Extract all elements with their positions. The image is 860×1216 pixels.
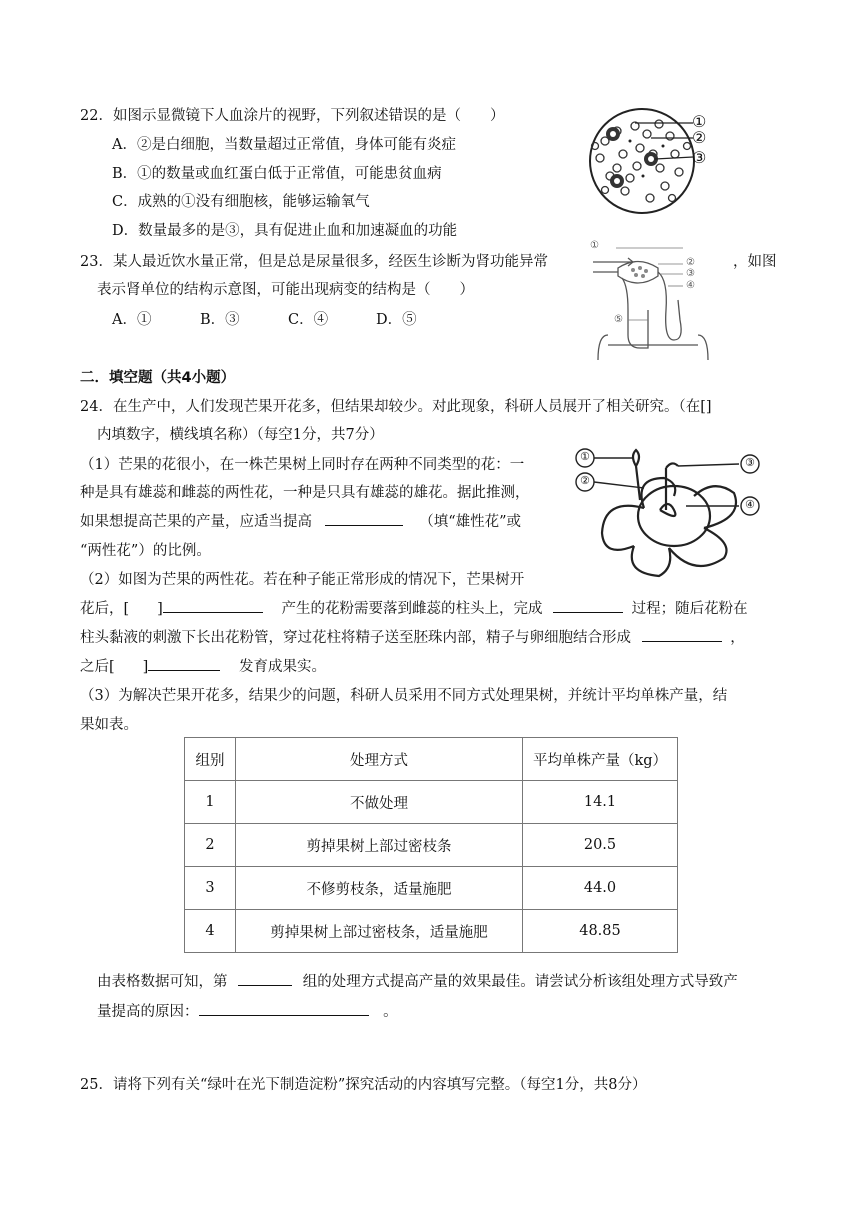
- q24-after-line1-text: 由表格数据可知，第: [97, 974, 228, 990]
- table-row: [185, 867, 678, 910]
- bracket-open: 花后，[: [80, 601, 130, 617]
- q23-option-a: A．①: [112, 312, 152, 328]
- mango-flower-figure: [574, 438, 774, 580]
- answer-blank[interactable]: [163, 598, 263, 613]
- table-cell: 剪掉果树上部过密枝条，适量施肥: [236, 910, 523, 953]
- q24-p1-line1: （1）芒果的花很小，在一株芒果树上同时存在两种不同类型的花：一: [80, 457, 525, 473]
- q24-p2-line2-tail: 过程；随后花粉在: [631, 601, 748, 617]
- q24-p2-line3-tail: ，: [730, 630, 745, 646]
- table-cell: 14.1: [523, 781, 678, 824]
- q22-stem: 22．如图示显微镜下人血涂片的视野，下列叙述错误的是（ ）: [80, 108, 505, 124]
- q24-stem-line2: 内填数字，横线填名称）（每空1分，共7分）: [97, 427, 384, 443]
- nephron-label-4: ④: [686, 280, 695, 291]
- q23-stem-part3: 表示肾单位的结构示意图，可能出现病变的结构是（ ）: [97, 282, 474, 298]
- q24-after-line1-tail: 组的处理方式提高产量的效果最佳。请尝试分析该组处理方式导致产: [302, 974, 738, 990]
- q24-after-line2: [97, 1000, 398, 1021]
- q24-p2-line3-text: 柱头黏液的刺激下长出花粉管，穿过花柱将精子送至胚珠内部，精子与卵细胞结合形成: [80, 630, 631, 646]
- table-cell: 48.85: [523, 910, 678, 953]
- flower-label-4: ④: [745, 498, 755, 511]
- q24-p1-line3-hint: （填“雄性花”或: [419, 514, 522, 530]
- q24-p3-line1: （3）为解决芒果开花多，结果少的问题，科研人员采用不同方式处理果树，并统计平均单株产量，结: [80, 688, 728, 704]
- q24-after-line2-text: 量提高的原因：: [97, 1004, 199, 1020]
- table-header: 处理方式: [236, 738, 523, 781]
- bracket-close: ]: [142, 659, 149, 675]
- q24-p2-line3: [80, 626, 745, 647]
- q24-stem-line1: 24．在生产中，人们发现芒果开花多，但结果却较少。对此现象，科研人员展开了相关研究。（在[]: [80, 399, 712, 415]
- q23-option-b: B．③: [200, 312, 240, 328]
- flower-label-1: ①: [580, 450, 590, 463]
- answer-blank[interactable]: [238, 971, 292, 986]
- bracket-open: 之后[: [80, 659, 115, 675]
- bracket-close: ]: [157, 601, 163, 617]
- q22-option-b: B．①的数量或血红蛋白低于正常值，可能患贫血病: [112, 166, 442, 182]
- blood-label-2: ②: [692, 128, 707, 147]
- q24-p1-line2: 种是具有雄蕊和雌蕊的两性花，一种是只具有雄蕊的雄花。据此推测，: [80, 485, 530, 501]
- flower-label-3: ③: [745, 456, 755, 469]
- q24-p2-line4: [80, 655, 326, 676]
- table-cell: 4: [185, 910, 236, 953]
- nephron-figure: [588, 240, 718, 366]
- q24-p2-line2: [80, 597, 748, 618]
- table-cell: 不修剪枝条，适量施肥: [236, 867, 523, 910]
- nephron-label-2: ②: [686, 257, 695, 268]
- q24-p1-line4: “两性花”）的比例。: [80, 543, 211, 559]
- q23-option-d: D．⑤: [376, 312, 417, 328]
- blood-label-3: ③: [692, 148, 707, 167]
- flower-label-2: ②: [580, 474, 590, 487]
- nephron-label-5: ⑤: [614, 314, 623, 325]
- q24-after-line1: [97, 970, 738, 991]
- answer-blank[interactable]: [199, 1001, 369, 1016]
- q23-option-c: C．④: [288, 312, 329, 328]
- table-cell: 不做处理: [236, 781, 523, 824]
- q22-option-a: A．②是白细胞，当数量超过正常值，身体可能有炎症: [112, 137, 456, 153]
- data-table: [184, 737, 678, 953]
- q25-stem: 25．请将下列有关“绿叶在光下制造淀粉”探究活动的内容填写完整。（每空1分，共8分）: [80, 1077, 647, 1093]
- table-cell: 1: [185, 781, 236, 824]
- blood-label-1: ①: [692, 112, 707, 131]
- q24-p1-line3: [80, 510, 521, 531]
- q24-p2-line4-text: 发育成果实。: [238, 659, 326, 675]
- answer-blank[interactable]: [642, 627, 722, 642]
- section-heading: 二．填空题（共4小题）: [80, 370, 236, 386]
- q24-p3-line2: 果如表。: [80, 717, 138, 733]
- q24-p2-line1: （2）如图为芒果的两性花。若在种子能正常形成的情况下，芒果树开: [80, 572, 525, 588]
- table-cell: 3: [185, 867, 236, 910]
- q23-stem-part2: ，如图: [733, 254, 777, 270]
- q24-after-line2-tail: 。: [383, 1004, 398, 1020]
- q23-stem-part1: 23．某人最近饮水量正常，但是总是尿量很多，经医生诊断为肾功能异常: [80, 254, 548, 270]
- nephron-label-1: ①: [590, 240, 599, 251]
- table-cell: 20.5: [523, 824, 678, 867]
- table-cell: 剪掉果树上部过密枝条: [236, 824, 523, 867]
- nephron-label-3: ③: [686, 268, 695, 279]
- answer-blank[interactable]: [148, 656, 220, 671]
- table-row: [185, 824, 678, 867]
- q22-option-d: D．数量最多的是③，具有促进止血和加速凝血的功能: [112, 223, 458, 239]
- answer-blank[interactable]: [325, 511, 403, 526]
- q22-option-c: C．成熟的①没有细胞核，能够运输氧气: [112, 194, 370, 210]
- table-cell: 2: [185, 824, 236, 867]
- table-row: [185, 781, 678, 824]
- table-row: [185, 910, 678, 953]
- table-header: 平均单株产量（kg）: [523, 738, 678, 781]
- table-cell: 44.0: [523, 867, 678, 910]
- q24-p2-line2-text: 产生的花粉需要落到雌蕊的柱头上，完成: [281, 601, 543, 617]
- q24-p1-line3-text: 如果想提高芒果的产量，应适当提高: [80, 514, 312, 530]
- table-header: 组别: [185, 738, 236, 781]
- table-header-row: [185, 738, 678, 781]
- answer-blank[interactable]: [553, 598, 623, 613]
